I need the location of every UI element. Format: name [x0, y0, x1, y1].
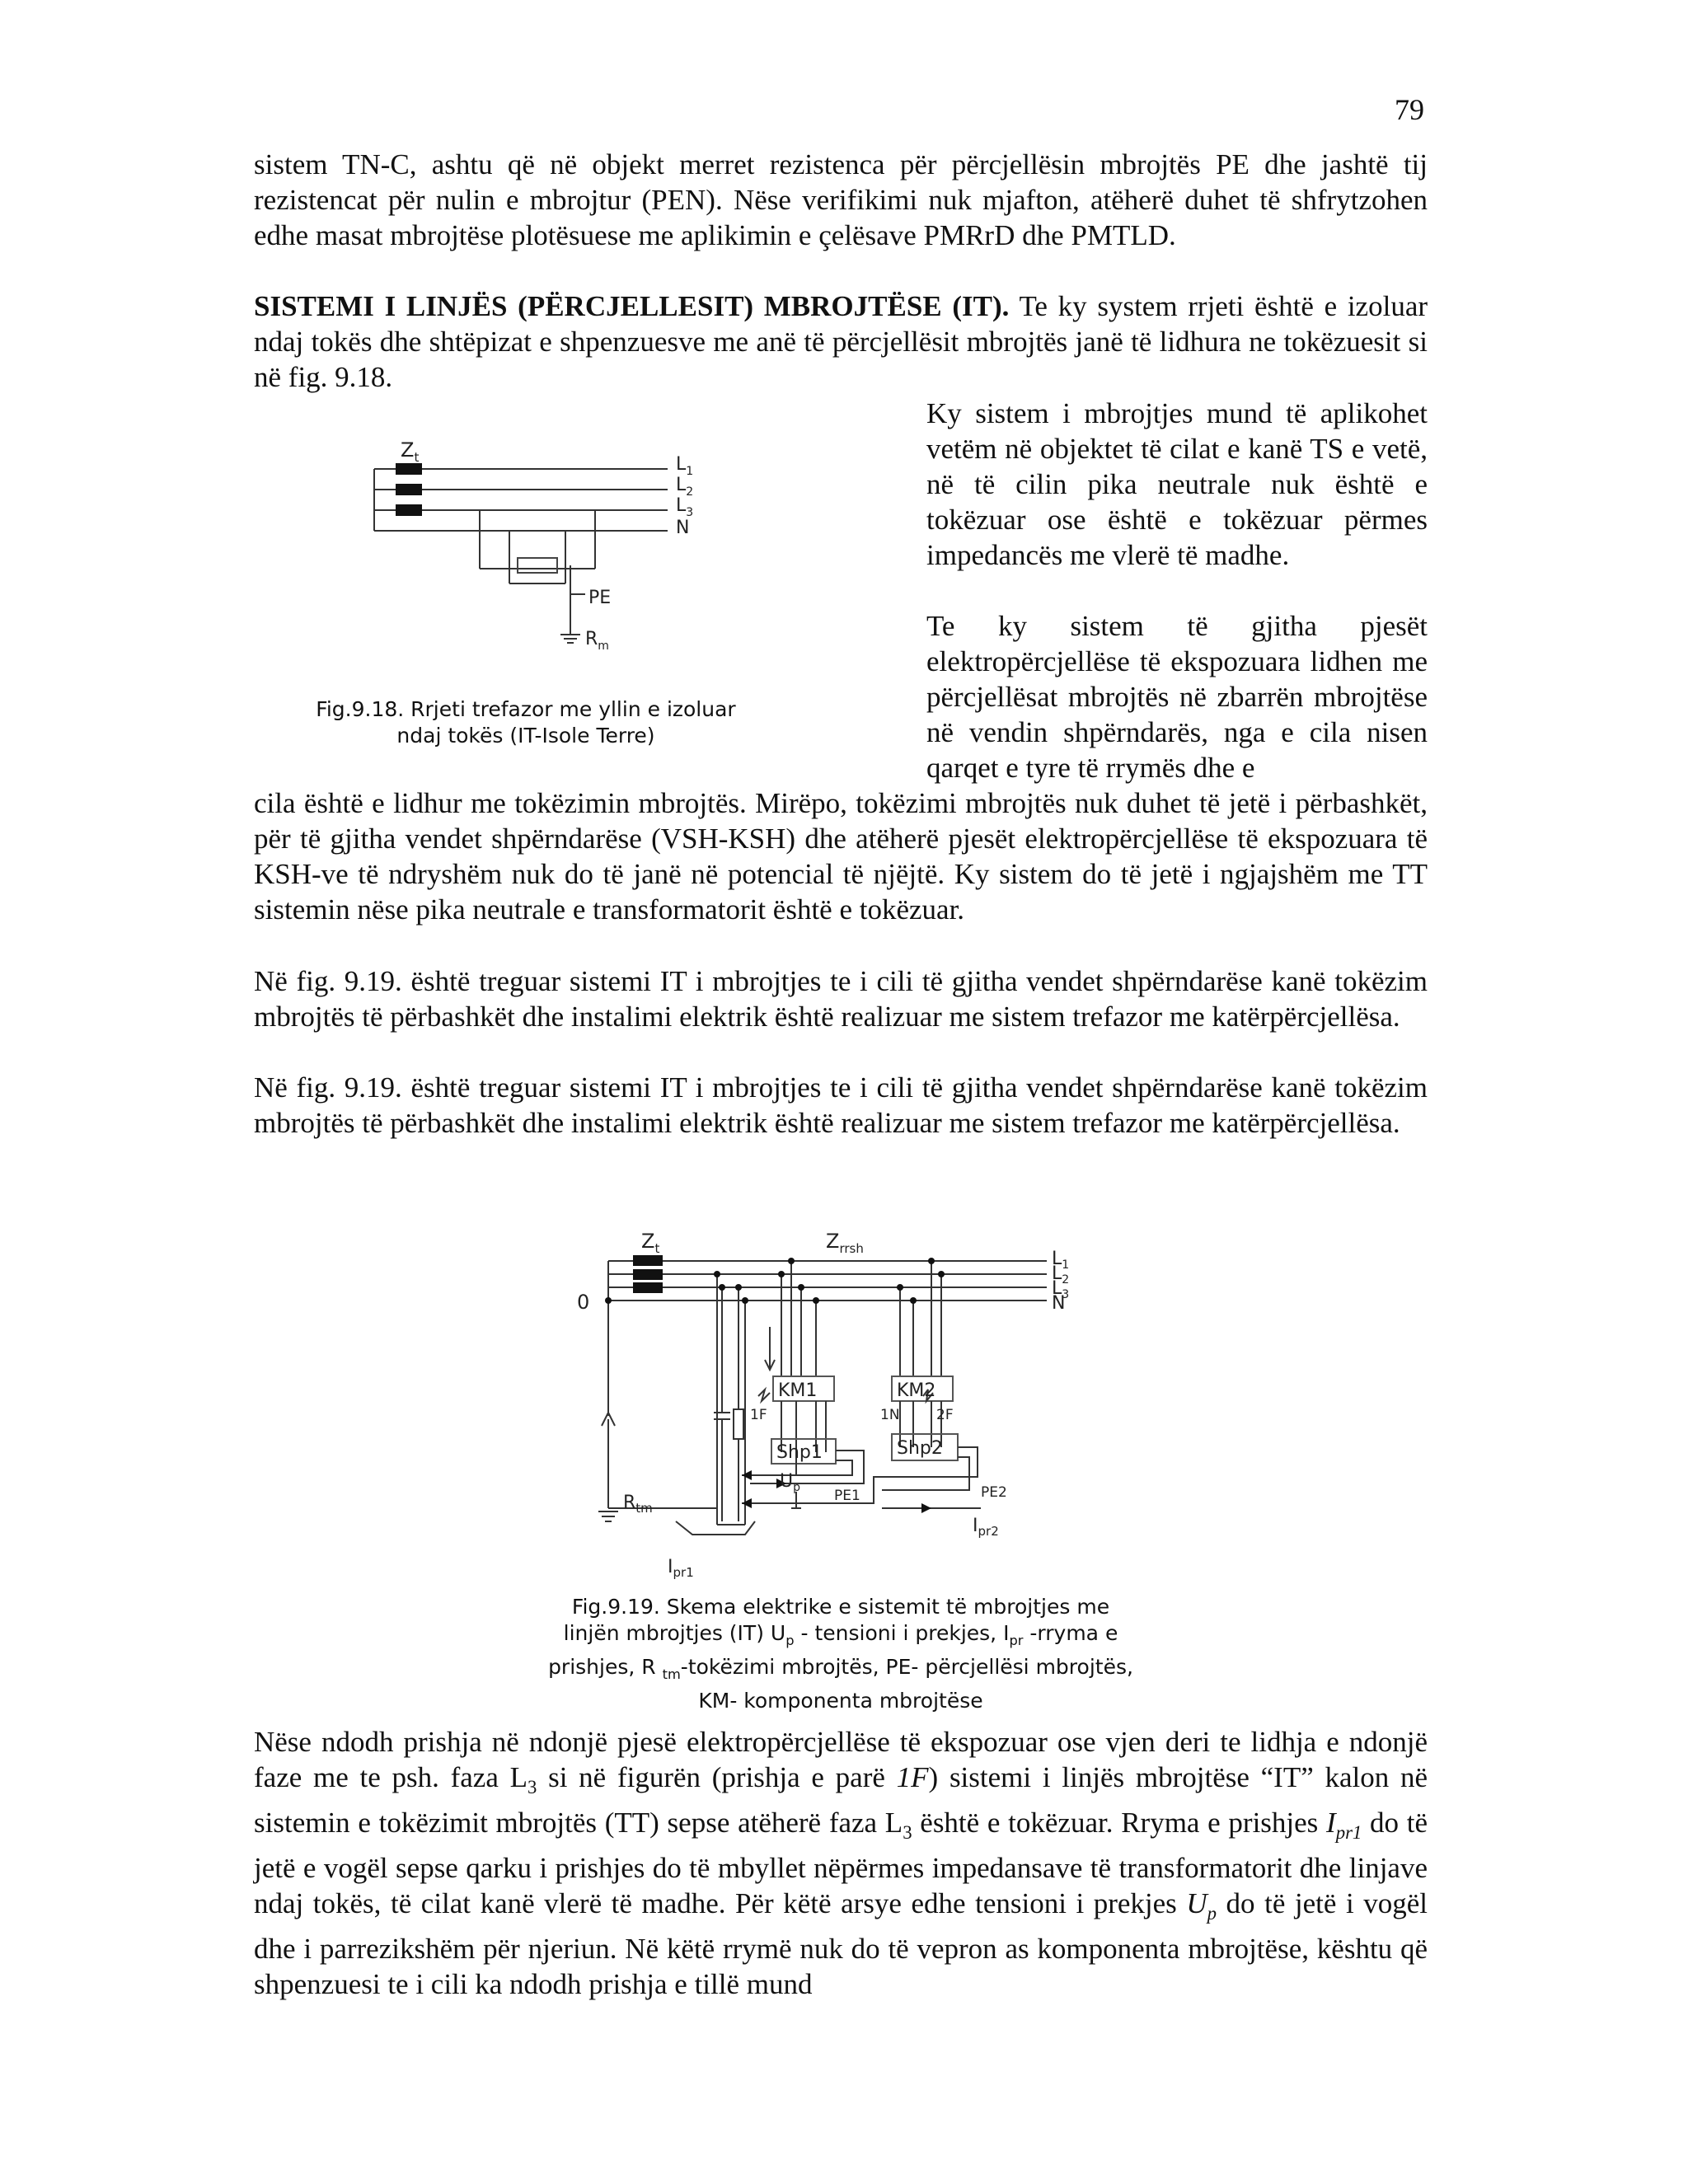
- fig918-label-l3: $L_3$: [676, 495, 694, 519]
- fig919-label-pe2: PE2: [981, 1484, 1007, 1501]
- fig919-label-up: $U_p$: [780, 1471, 800, 1494]
- section-heading-text: Te ky system rrjeti është e izoluar ndaj tokës dhe shtëpizat e shpenzuesve me anë të përcjellësit mbrojtës janë të lidhura ne tokëzuesit si në fig. 9.18.: [254, 290, 1428, 393]
- paragraph-fault-analysis: Nëse ndodh prishja në ndonjë pjesë elektropërcjellëse të ekspozuar ose vjen deri te lidhja e ndonjë faze me te psh. faza $L_3$ si në figurën (prishja e parë 1F) sistemi i linjës mbrojtëse “IT” kalon në sistemin e tokëzimit mbrojtës (TT) sepse atëherë faza $L_3$ është e tokëzuar. Rryma e prishjes $I_{pr1}$ do të jetë e vogël sepse qarku i prishjes do të mbyllet nëpërmes impedansave të transformatorit dhe linjave ndaj tokës, të cilat kanë vlerë të madhe. Për këtë arsye edhe tensioni i prekjes $U_p$ do të jetë i vogël dhe i parrezikshëm për njeriun. Në këtë rrymë nuk do të vepron as komponenta mbrojtëse, kështu që shpenzuesi te i cili ka ndodh prishja e tillë mund: [254, 1726, 1428, 2000]
- fig919-label-1f: 1F: [750, 1407, 767, 1423]
- fig919-label-rtm: $R_{tm}$: [623, 1493, 653, 1516]
- fig919-caption-line-3: prishjes, R $_{tm}$-tokëzimi mbrojtës, PE- përcjellësi mbrojtës,: [548, 1655, 1133, 1682]
- fig919-label-l2: $L_2$: [1052, 1263, 1070, 1286]
- fig919-label-ipr1: $I_{pr1}$: [668, 1557, 694, 1580]
- paragraph-side-2: Te ky sistem të gjitha pjesët elektropërcjellëse të ekspozuara lidhen me përcjellësat mbrojtës në zbarrën mbrojtëse në vendin shpërndarës, nga e cila nisen qarqet e tyre të rrymës dhe e: [926, 610, 1428, 784]
- fig919-caption-line-4: KM- komponenta mbrojtëse: [698, 1689, 983, 1713]
- fig918-label-pe: PE: [588, 588, 612, 608]
- fig919-label-pe1: PE1: [834, 1488, 860, 1504]
- fig919-label-shp2: Shp2: [897, 1438, 943, 1459]
- paragraph-it-system: [254, 288, 1428, 395]
- paragraph-intro: sistem TN-C, ashtu që në objekt merret rezistenca për përcjellësin mbrojtës PE dhe jashtë tij rezistencat për nulin e mbrojtur (PEN). Nëse verifikimi nuk mjafton, atëherë duhet të shfrytzohen edhe masat mbrojtëse plotësuese me aplikimin e çelësave PMRrD dhe PMTLD.: [254, 148, 1428, 251]
- paragraph-fig919-ref-1: Në fig. 9.19. është treguar sistemi IT i mbrojtjes te i cili të gjitha vendet shpërndarëse kanë tokëzim mbrojtës të përbashkët dhe instalimi elektrik është realizuar me sistem trefazor me katërpërcjellësa.: [254, 965, 1428, 1033]
- fig919-label-km1: KM1: [778, 1380, 818, 1401]
- fig919-label-km2: KM2: [897, 1380, 936, 1401]
- page-number: 79: [1395, 93, 1424, 126]
- fig919-label-ipr2: $I_{pr2}$: [973, 1516, 999, 1539]
- paragraph-continued: cila është e lidhur me tokëzimin mbrojtës. Mirëpo, tokëzimi mbrojtës nuk duhet të jetë i përbashkët, për të gjitha vendet shpërndarëse (VSH-KSH) dhe atëherë pjesët elektropërcjellëse të ekspozuara të KSH-ve të ndryshëm nuk do të janë në potencial të njëjtë. Ky sistem do të jetë i ngjajshëm me TT sistemin nëse pika neutrale e transformatorit është e tokëzuar.: [254, 787, 1428, 926]
- fig919-label-1n: 1N: [880, 1407, 900, 1423]
- section-heading: SISTEMI I LINJËS (PËRCJELLESIT) MBROJTËSE (IT).: [254, 290, 1010, 322]
- fig919-label-l3: $L_3$: [1052, 1278, 1070, 1301]
- fig918-label-n: N: [676, 518, 690, 538]
- figure-9-19-diagram: [569, 1228, 1096, 1591]
- fig919-label-zrrsh: $Z_{rrsh}$: [826, 1230, 864, 1256]
- fig918-caption-line-1: Fig.9.18. Rrjeti trefazor me yllin e izoluar: [316, 697, 736, 721]
- fig918-label-zt: $Z_t$: [401, 438, 420, 465]
- figure-9-18-diagram: [363, 429, 758, 676]
- fig919-caption-line-1: Fig.9.19. Skema elektrike e sistemit të mbrojtjes me: [571, 1595, 1110, 1619]
- fig918-label-l1: $L_1$: [676, 454, 694, 478]
- figure-9-18-caption: [303, 696, 748, 749]
- fig918-label-rm: $R_m$: [585, 629, 609, 653]
- figure-9-19-caption: [462, 1594, 1220, 1714]
- fig919-label-l1: $L_1$: [1052, 1249, 1070, 1272]
- fig919-label-2f: 2F: [936, 1407, 954, 1423]
- paragraph-side-1: Ky sistem i mbrojtjes mund të aplikohet vetëm në objektet të cilat e kanë TS e vetë, në të cilin pika neutrale nuk është e tokëzuar ose është e tokëzuar përmes impedancës me vlerë të madhe.: [926, 397, 1428, 571]
- fig919-caption-line-2: linjën mbrojtjes (IT) $U_p$ - tensioni i prekjes, $I_{pr}$ -rryma e: [563, 1621, 1118, 1648]
- fig918-caption-line-2: ndaj tokës (IT-Isole Terre): [396, 724, 655, 748]
- fig918-label-l2: $L_2$: [676, 475, 694, 499]
- fig919-label-n: N: [1052, 1293, 1066, 1314]
- paragraph-fig919-ref-2: Në fig. 9.19. është treguar sistemi IT i mbrojtjes te i cili të gjitha vendet shpërndarëse kanë tokëzim mbrojtës të përbashkët dhe instalimi elektrik është realizuar me sistem trefazor me katërpërcjellësa.: [254, 1071, 1428, 1139]
- fig919-label-shp1: Shp1: [776, 1442, 823, 1463]
- fig919-label-zero: 0: [577, 1291, 590, 1314]
- fig919-label-zt: $Z_t$: [641, 1230, 660, 1256]
